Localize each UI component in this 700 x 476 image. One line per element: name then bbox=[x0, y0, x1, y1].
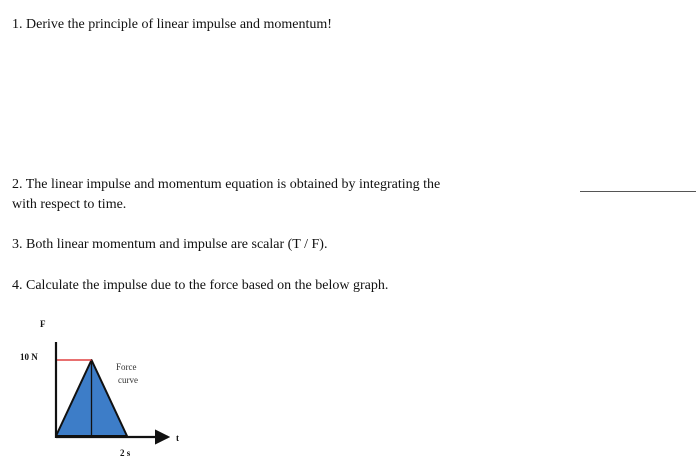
question-2-line-2: with respect to time. bbox=[12, 197, 127, 212]
question-1: 1. Derive the principle of linear impulse and momentum! bbox=[12, 17, 332, 32]
x-axis-label: t bbox=[176, 433, 179, 443]
curve-label-line-1: Force bbox=[116, 362, 137, 372]
question-2-line-1: 2. The linear impulse and momentum equation is obtained by integrating the bbox=[12, 177, 441, 192]
peak-value-label: 10 N bbox=[20, 352, 38, 362]
question-4: 4. Calculate the impulse due to the force based on the below graph. bbox=[12, 278, 389, 293]
curve-label-line-2: curve bbox=[118, 375, 138, 385]
y-axis-label: F bbox=[40, 319, 46, 329]
time-value-label: 2 s bbox=[120, 448, 131, 458]
question-3: 3. Both linear momentum and impulse are scalar (T / F). bbox=[12, 237, 328, 252]
